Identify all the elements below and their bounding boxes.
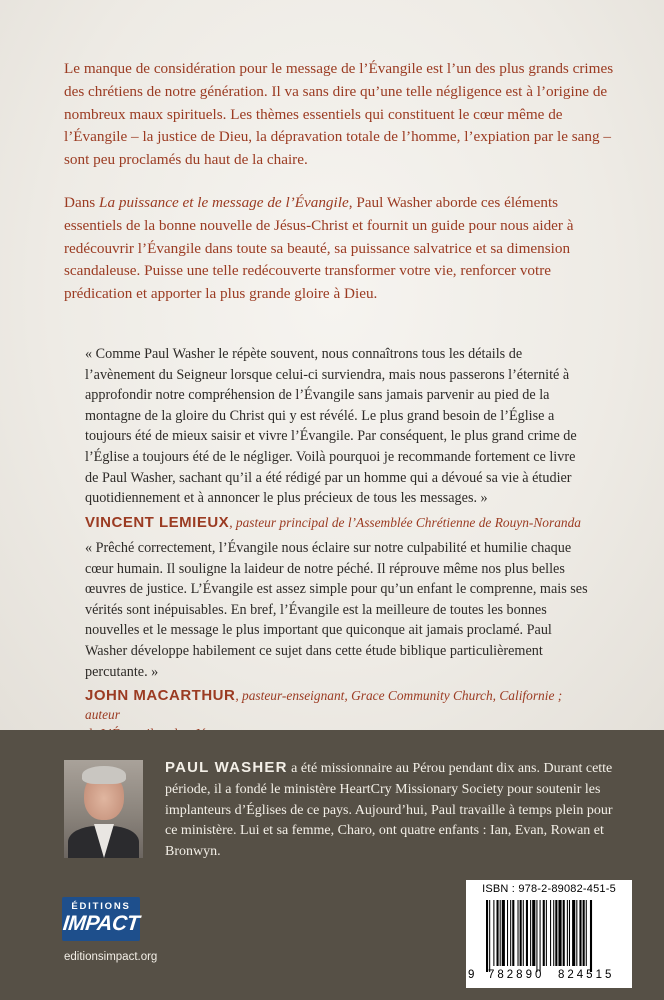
barcode-bar — [500, 900, 501, 966]
barcode-bar — [497, 900, 499, 966]
intro-text-2 — [64, 192, 614, 306]
publisher-logo — [62, 897, 140, 941]
isbn-barcode — [466, 880, 632, 988]
logo-top-text: ÉDITIONS — [71, 901, 131, 912]
barcode-bar — [546, 900, 547, 966]
barcode-bar — [583, 900, 585, 966]
endorsement-author — [85, 513, 591, 532]
barcode-bar — [555, 900, 557, 966]
barcode-bar — [569, 900, 570, 966]
author-role: , pasteur principal de l’Assemblée Chrétienne de Rouyn-Noranda — [229, 514, 581, 530]
barcode-digits-right: 824515 — [558, 969, 615, 981]
barcode-bar — [576, 900, 577, 966]
barcode-bar — [518, 900, 519, 966]
endorsement-1 — [85, 344, 591, 532]
barcode-bar — [512, 900, 514, 966]
barcode-bar — [550, 900, 551, 966]
barcode-bar — [486, 900, 488, 972]
book-title: La puissance et le message de l’Évangile — [99, 194, 349, 211]
barcode-bar — [520, 900, 522, 966]
barcode-bar — [493, 900, 494, 966]
barcode-digit-first: 9 — [468, 969, 475, 981]
intro-paragraph-1 — [64, 58, 614, 172]
author-role: , pasteur-enseignant, Grace Community Church, Californie ; auteur — [85, 688, 563, 723]
barcode-bar — [489, 900, 490, 972]
author-panel — [0, 730, 664, 1000]
author-name: VINCENT LEMIEUX — [85, 513, 230, 531]
endorsement-quote: « Comme Paul Washer le répète souvent, nous connaîtrons tous les détails de l’avènement du Seigneur lorsque celui-ci surviendra, mais nous passerons l’éternité à approfondir notre compréhension de l’Évangile sans jamais parvenir au pied de la montagne de la gloire du Christ qui y est révélé. Le plus grand besoin de l’Église a toujours été de mieux saisir et vivre l’Évangile. Par conséquent, le plus grand crime de l’Église a toujours été de le négliger. Voilà pourquoi je recommande fortement ce livre de Paul Washer, sachant qu’il a été rédigé par un homme qui a dévoué sa vie à étudier quotidiennement et à annoncer le plus précieux de tous les messages. » — [85, 346, 577, 507]
barcode-digits-left: 782890 — [488, 969, 545, 981]
barcode-bar — [586, 900, 587, 966]
barcode-bar — [590, 900, 592, 972]
barcode-bar — [507, 900, 508, 966]
publisher-website: editionsimpact.org — [64, 951, 158, 963]
barcode-bar — [553, 900, 554, 966]
endorsement-2 — [85, 538, 591, 743]
barcode-bar — [502, 900, 505, 966]
barcode-bar — [567, 900, 568, 966]
barcode-bar — [526, 900, 528, 966]
barcode-bar — [530, 900, 531, 966]
barcode-bar — [563, 900, 565, 966]
intro-paragraph-2 — [64, 192, 614, 306]
author-bio — [165, 758, 617, 863]
intro-prefix: Dans — [64, 194, 100, 211]
logo-bottom-text: IMPACT — [61, 912, 141, 935]
bio-text: a été missionnaire au Pérou pendant dix ans. Durant cette période, il a fondé le ministère HeartCry Missionary Society pour soutenir les implanteurs d’Églises de ce pays. Aujourd’hui, Paul travaille à temps plein pour ce ministère. Lui et sa femme, Charo, ont quatre enfants : Ian, Evan, Rowan et Bronwyn. — [165, 761, 613, 860]
barcode-bars — [476, 900, 622, 972]
barcode-bar — [532, 900, 535, 966]
author-photo — [64, 760, 143, 858]
barcode-bar — [536, 900, 537, 972]
barcode-bar — [579, 900, 581, 966]
barcode-bar — [572, 900, 575, 966]
bio-name: PAUL WASHER — [165, 759, 288, 776]
barcode-bar — [510, 900, 511, 966]
barcode-bar — [558, 900, 561, 966]
intro-rest: , Paul Washer aborde ces éléments essentiels de la bonne nouvelle de Jésus-Christ et fournit un guide pour nous aider à redécouvrir l’Évangile dans toute sa beauté, sa puissance salvatrice et sa dimension scandaleuse. Puisse une telle redécouverte transformer votre vie, renforcer votre prédication et apporter la plus grande gloire à Dieu. — [64, 194, 574, 303]
barcode-bar — [543, 900, 545, 966]
barcode-bar — [523, 900, 524, 966]
barcode-bar — [540, 900, 541, 972]
endorsement-quote: « Prêché correctement, l’Évangile nous éclaire sur notre culpabilité et humilie chaque cœur humain. Il souligne la laideur de notre péché. Il réprouve même nos plus belles œuvres de justice. L’Évangile est assez simple pour qu’un enfant le comprenne, mais ses vérités sont inépuisables. En bref, l’Évangile est la meilleure de toutes les bonnes nouvelles et le message le plus important que quiconque ait jamais proclamé. Paul Washer développe habilement ce sujet dans cette étude biblique particulièrement percutante. » — [85, 540, 588, 680]
isbn-label: ISBN : 978-2-89082-451-5 — [482, 883, 616, 895]
intro-text-1: Le manque de considération pour le message de l’Évangile est l’un des plus grands crimes des chrétiens de notre génération. Il va sans dire qu’une telle négligence est à l’origine de nombreux maux spirituels. Les thèmes essentiels qui constituent le cœur même de l’Évangile – la justice de Dieu, la dépravation totale de l’homme, l’expiation par le sang – sont peu proclamés du haut de la chaire. — [64, 60, 614, 169]
author-name: JOHN MACARTHUR — [85, 687, 236, 705]
